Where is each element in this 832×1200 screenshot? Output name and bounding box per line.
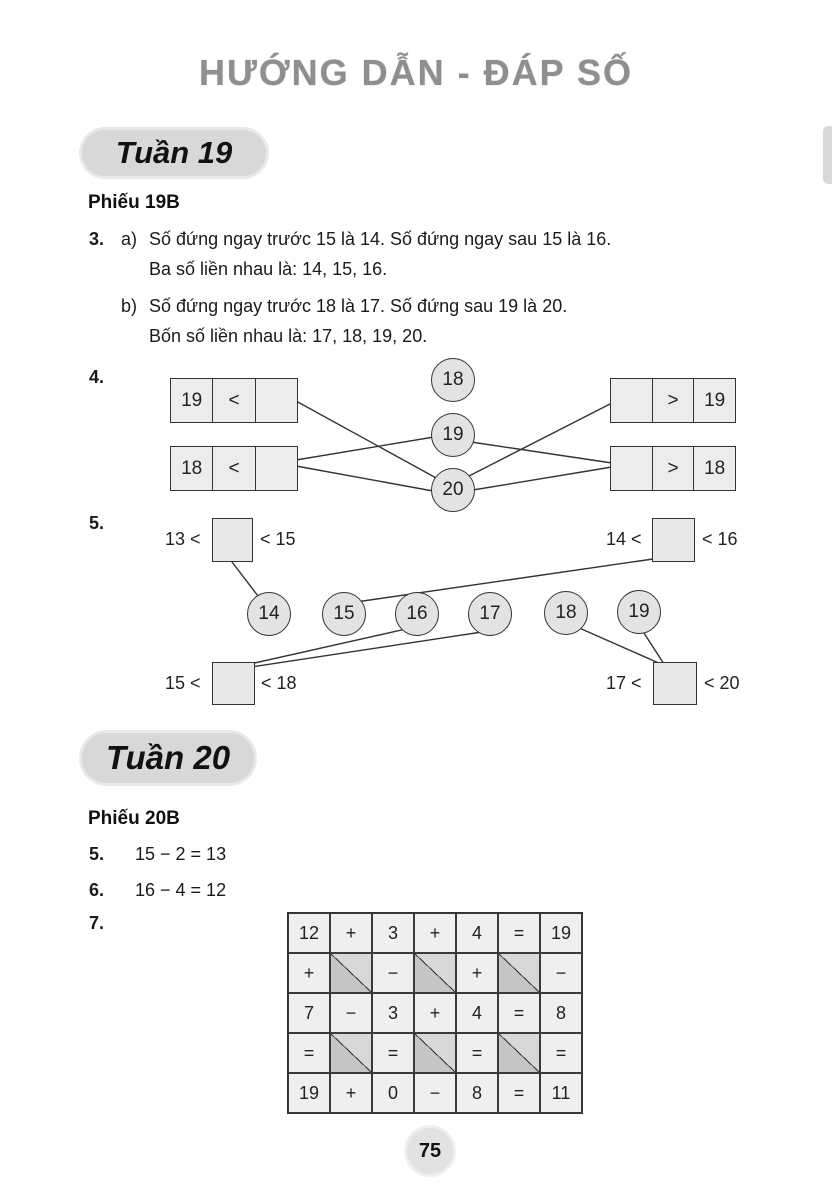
p5-ineq-bottomright-left: 17 <	[606, 673, 642, 693]
p5-line-18-to-box17-20	[577, 627, 661, 664]
grid-cell-r3c4: +	[414, 993, 456, 1033]
p4-line-20-to-gt18box	[473, 467, 612, 490]
p5-ineq-topright-right: < 16	[702, 529, 738, 549]
grid-cell-r1c4: +	[414, 913, 456, 953]
p4-circle-18: 18	[431, 358, 475, 402]
grid-cell-r1c5: 4	[456, 913, 498, 953]
p5-line-box15-18-to-17	[251, 632, 482, 667]
p5-answer-box-bottomleft	[212, 662, 255, 705]
grid-cell-r3c7: 8	[540, 993, 582, 1033]
p3b-line2: Bốn số liền nhau là: 17, 18, 19, 20.	[149, 326, 428, 346]
grid-cell-r1c3: 3	[372, 913, 414, 953]
p4-left-top-answer-cell	[256, 379, 297, 422]
p5-line-19-to-box17-20	[642, 630, 664, 664]
grid-cell-r4c6-blocked	[498, 1033, 540, 1073]
grid-cell-r5c1: 19	[288, 1073, 330, 1113]
p5-ineq-bottomright-right: < 20	[704, 673, 740, 693]
p5-ineq-topleft-right: < 15	[260, 529, 296, 549]
grid-cell-r3c6: =	[498, 993, 540, 1033]
p3-number: 3.	[89, 229, 105, 249]
grid-cell-r2c6-blocked	[498, 953, 540, 993]
grid-cell-r5c6: =	[498, 1073, 540, 1113]
grid-cell-r2c4-blocked	[414, 953, 456, 993]
grid-cell-r4c5: =	[456, 1033, 498, 1073]
week-20-badge: Tuần 20	[82, 733, 254, 783]
grid-cell-r5c2: +	[330, 1073, 372, 1113]
p5-answer-box-topleft	[212, 518, 253, 562]
p5-ineq-bottomleft-right: < 18	[261, 673, 297, 693]
p5-line-box13-15-to-14	[229, 558, 258, 596]
grid-cell-r2c5: +	[456, 953, 498, 993]
p3a-line2: Ba số liền nhau là: 14, 15, 16.	[149, 259, 388, 279]
grid-cell-r1c2: +	[330, 913, 372, 953]
p4-line-18box-to-20	[296, 466, 433, 491]
p4-right-bottom-box	[610, 446, 736, 491]
p5-ineq-topleft-left: 13 <	[165, 529, 201, 549]
p4-right-top-answer-cell	[611, 379, 653, 422]
p4-line-20-to-gt19box	[469, 403, 612, 476]
w20-p6-number: 6.	[89, 880, 105, 900]
p5-ineq-bottomleft-left: 15 <	[165, 673, 201, 693]
page-number: 75	[418, 1139, 442, 1162]
grid-cell-r4c4-blocked	[414, 1033, 456, 1073]
p4-left-bottom-cell-2: <	[213, 447, 255, 490]
p4-number: 4.	[89, 367, 105, 387]
w20-p5-equation: 15 − 2 = 13	[135, 844, 227, 864]
p4-right-top-box	[610, 378, 736, 423]
page-title: HƯỚNG DẪN - ĐÁP SỐ	[199, 52, 633, 93]
grid-cell-r4c7: =	[540, 1033, 582, 1073]
p5-circle-14: 14	[247, 592, 291, 636]
grid-cell-r3c3: 3	[372, 993, 414, 1033]
week-19-badge: Tuần 19	[82, 130, 266, 176]
grid-cell-r1c7: 19	[540, 913, 582, 953]
p4-left-bottom-box	[170, 446, 298, 491]
page-number-badge	[407, 1128, 453, 1174]
scan-edge-artifact	[823, 126, 832, 184]
grid-cell-r2c7: −	[540, 953, 582, 993]
p4-right-bottom-cell-3: 18	[704, 457, 726, 479]
p5-answer-box-topright	[652, 518, 695, 562]
grid-cell-r5c4: −	[414, 1073, 456, 1113]
p5-circle-15: 15	[322, 592, 366, 636]
p4-left-top-cell-1: 19	[171, 379, 213, 422]
p5-number: 5.	[89, 513, 105, 533]
grid-cell-r2c3: −	[372, 953, 414, 993]
grid-cell-r2c2-blocked	[330, 953, 372, 993]
grid-cell-r5c5: 8	[456, 1073, 498, 1113]
p4-right-top-cell-3: 19	[704, 389, 726, 411]
p3a-label: a)	[121, 229, 138, 249]
w20-p7-number: 7.	[89, 913, 105, 933]
p4-line-18box-to-19	[296, 437, 434, 460]
p4-right-bottom-answer-cell	[611, 447, 653, 490]
p3a-line1: Số đứng ngay trước 15 là 14. Số đứng ngay sau 15 là 16.	[149, 229, 612, 249]
grid-cell-r5c3: 0	[372, 1073, 414, 1113]
p5-circle-17: 17	[468, 592, 512, 636]
w20-p6-equation: 16 − 4 = 12	[135, 880, 227, 900]
p5-circle-18: 18	[544, 591, 588, 635]
p4-left-bottom-cell-1: 18	[171, 447, 213, 490]
grid-cell-r3c2: −	[330, 993, 372, 1033]
p4-circle-19: 19	[431, 413, 475, 457]
grid-cell-r2c1: +	[288, 953, 330, 993]
p4-left-top-box	[170, 378, 298, 423]
p4-line-19box-to-20	[296, 401, 438, 479]
p4-circle-20: 20	[431, 468, 475, 512]
p5-circle-19: 19	[617, 590, 661, 634]
grid-cell-r1c1: 12	[288, 913, 330, 953]
grid-cell-r3c1: 7	[288, 993, 330, 1033]
sheet-20b-heading: Phiếu 20B	[88, 808, 180, 829]
sheet-19b-heading: Phiếu 19B	[88, 192, 180, 213]
grid-cell-r4c2-blocked	[330, 1033, 372, 1073]
p5-line-box14-16-to-15	[356, 559, 653, 602]
p4-right-bottom-cell-2: >	[653, 447, 695, 490]
grid-cell-r5c7: 11	[540, 1073, 582, 1113]
p3b-label: b)	[121, 296, 138, 316]
p5-circle-16: 16	[395, 592, 439, 636]
w20-p7-grid	[287, 912, 583, 1114]
p5-answer-box-bottomright	[653, 662, 697, 705]
grid-cell-r4c3: =	[372, 1033, 414, 1073]
p3b-line1: Số đứng ngay trước 18 là 17. Số đứng sau 19 là 20.	[149, 296, 568, 316]
p4-right-top-cell-2: >	[653, 379, 695, 422]
p5-ineq-topright-left: 14 <	[606, 529, 642, 549]
grid-cell-r3c5: 4	[456, 993, 498, 1033]
w20-p5-number: 5.	[89, 844, 105, 864]
p4-line-19-to-gt18box	[471, 442, 612, 463]
p4-left-top-cell-2: <	[213, 379, 255, 422]
grid-cell-r1c6: =	[498, 913, 540, 953]
grid-cell-r4c1: =	[288, 1033, 330, 1073]
p4-left-bottom-answer-cell	[256, 447, 297, 490]
